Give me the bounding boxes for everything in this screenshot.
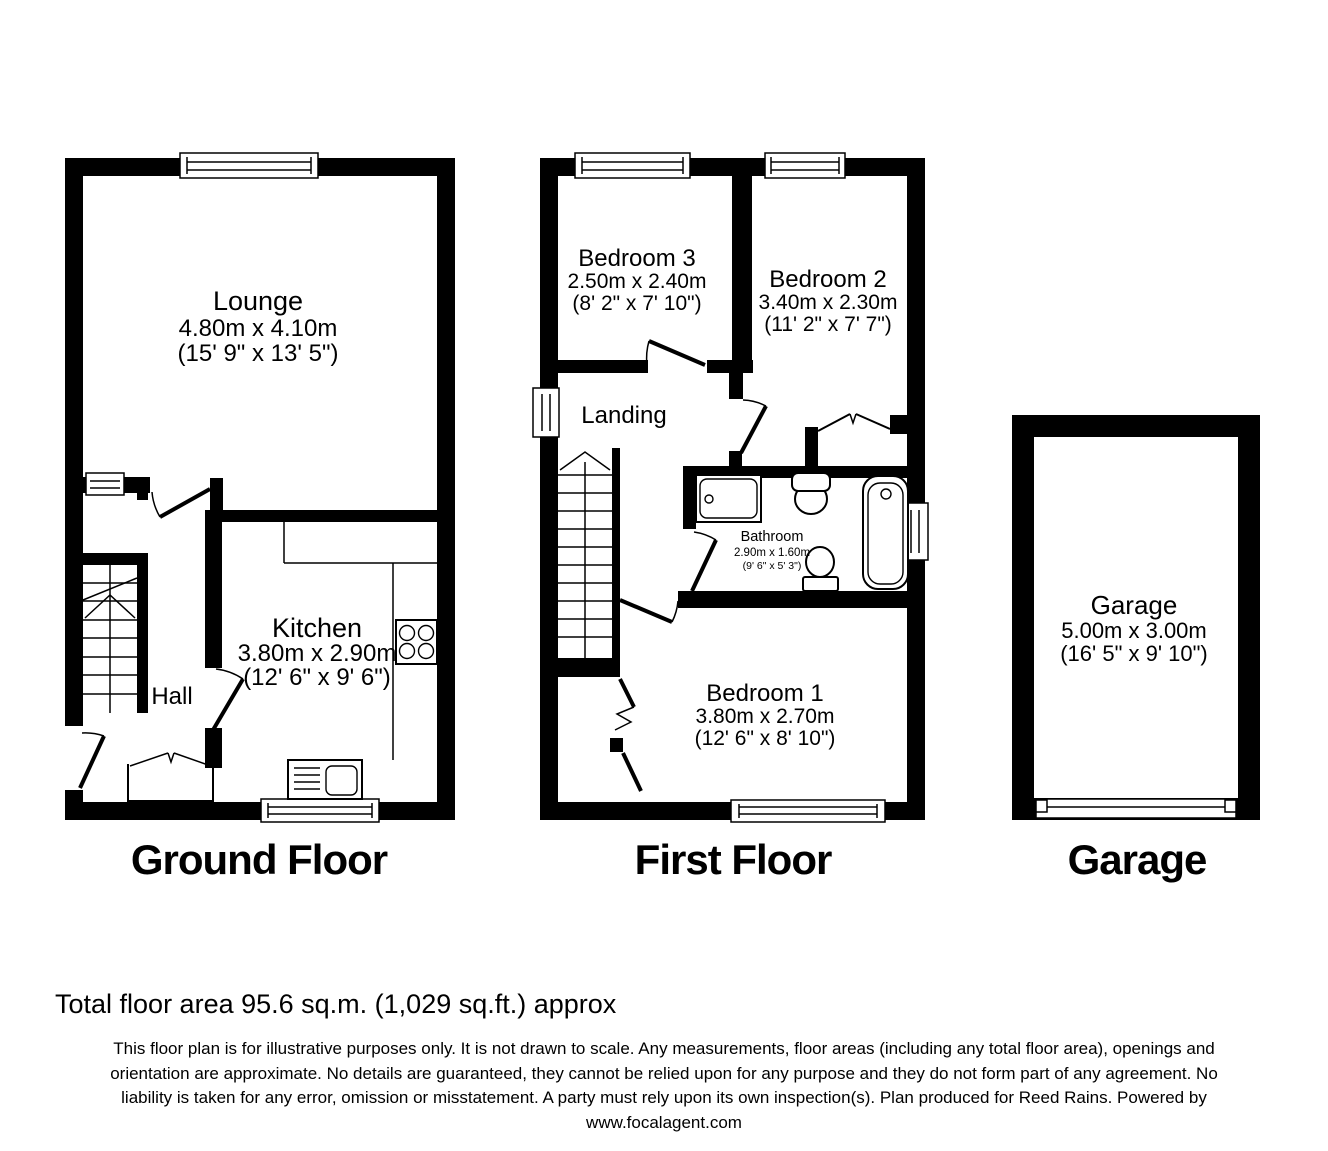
bedroom1-door — [620, 600, 678, 622]
garage-caption: Garage — [1067, 836, 1207, 883]
bedroom2-label: Bedroom 2 — [769, 266, 887, 293]
sink-basin — [792, 473, 830, 514]
bedroom2-metric: 3.40m x 2.30m — [758, 291, 898, 314]
bedroom3-window — [575, 153, 690, 178]
bedroom2-wardrobe-doors — [818, 414, 890, 431]
bathroom-label: Bathroom — [740, 529, 804, 545]
bedroom2-door — [741, 400, 766, 453]
bedroom2-imperial: (11' 2" x 7' 7") — [764, 313, 892, 336]
garage-plan — [1012, 415, 1260, 820]
bathroom-imperial: (9' 6" x 5' 3") — [742, 560, 802, 572]
disclaimer-line-2: orientation are approximate. No details are guaranteed, they cannot be relied upon for any purpose and they do not form part of any agreement. No — [110, 1063, 1218, 1083]
bedroom3-metric: 2.50m x 2.40m — [567, 270, 707, 293]
landing-label: Landing — [581, 402, 667, 429]
bedroom3-door — [647, 341, 705, 365]
bedroom1-window — [731, 800, 885, 822]
hob — [396, 620, 437, 664]
ground-staircase — [83, 565, 137, 713]
kitchen-label: Kitchen — [271, 613, 363, 643]
landing-window — [533, 388, 559, 437]
bedroom3-label: Bedroom 3 — [578, 245, 696, 272]
lounge-label: Lounge — [212, 286, 304, 316]
disclaimer-line-1: This floor plan is for illustrative purposes only. It is not drawn to scale. Any measurements, floor areas (including any total floor area), openings and — [113, 1039, 1215, 1058]
lounge-imperial: (15' 9" x 13' 5") — [177, 340, 339, 367]
bedroom2-window — [765, 153, 845, 178]
disclaimer — [0, 1037, 1328, 1135]
lounge-window — [180, 153, 318, 178]
kitchen-imperial: (12' 6" x 9' 6") — [243, 664, 391, 691]
bedroom1-metric: 3.80m x 2.70m — [695, 705, 835, 728]
garage-label: Garage — [1090, 590, 1178, 620]
disclaimer-line-3: liability is taken for any error, omission or misstatement. A party must rely upon its own inspection(s). Plan produced for Reed Rains. Powered by — [121, 1088, 1207, 1107]
garage-metric: 5.00m x 3.00m — [1061, 618, 1207, 643]
kitchen-window — [261, 799, 379, 822]
garage-door — [1036, 799, 1236, 818]
first-floor-plan — [533, 153, 928, 822]
hall-label: Hall — [151, 683, 193, 710]
hall-cupboard — [128, 753, 213, 801]
bedroom1-label: Bedroom 1 — [706, 680, 824, 707]
bathroom-metric: 2.90m x 1.60m — [733, 547, 811, 559]
shower — [696, 475, 761, 522]
bathtub — [863, 476, 908, 589]
disclaimer-line-4: www.focalagent.com — [586, 1112, 742, 1132]
kitchen-sink — [288, 760, 362, 799]
bedroom3-imperial: (8' 2" x 7' 10") — [572, 292, 702, 315]
total-floor-area: Total floor area 95.6 sq.m. (1,029 sq.ft.) approx — [55, 989, 617, 1019]
lounge-door — [152, 489, 210, 517]
kitchen-door — [213, 669, 243, 730]
lounge-metric: 4.80m x 4.10m — [178, 315, 338, 342]
bedroom1-imperial: (12' 6" x 8' 10") — [694, 727, 836, 750]
ground-floor-plan — [65, 153, 455, 822]
first-floor-caption: First Floor — [634, 836, 832, 883]
ground-floor-caption: Ground Floor — [130, 836, 388, 883]
bathroom-door — [692, 532, 716, 591]
kitchen-metric: 3.80m x 2.90m — [237, 640, 397, 667]
first-staircase — [558, 452, 612, 658]
front-door — [80, 733, 104, 788]
hall-window — [86, 473, 124, 495]
garage-imperial: (16' 5" x 9' 10") — [1060, 641, 1208, 666]
bedroom1-cupboard-doors — [615, 679, 641, 791]
